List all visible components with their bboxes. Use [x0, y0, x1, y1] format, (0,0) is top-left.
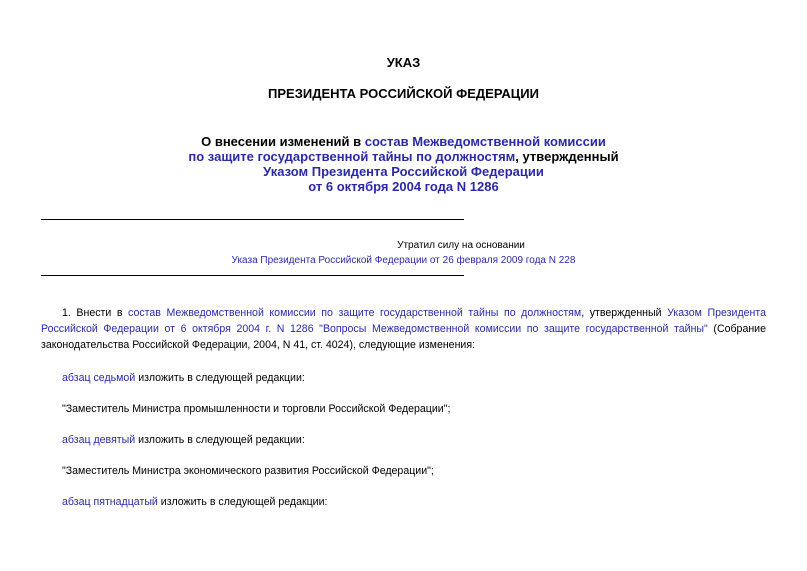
paragraph-1	[41, 305, 766, 353]
para1-link-commission[interactable]: состав Межведомственной комиссии по защите государственной тайны по должностям	[128, 307, 582, 319]
item-4-quote: "Заместитель Министра экономического развития Российской Федерации";	[62, 465, 434, 477]
para1-text-2: , утвержденный	[581, 307, 668, 319]
lapsed-decree-link[interactable]: Указа Президента Российской Федерации от 26 февраля 2009 года N 228	[231, 255, 576, 266]
heading-link-decree[interactable]: Указом Президента Российской Федерации	[263, 164, 544, 179]
document-type-title: УКАЗ	[386, 55, 421, 70]
heading-text-1: О внесении изменений в	[201, 134, 365, 149]
para1-text-3: (Собрание законодательства Российской Федерации, 2004, N 41, ст. 4024), следующие изменения:	[41, 323, 766, 351]
item-3-link[interactable]: абзац девятый	[62, 434, 136, 446]
item-2-quote: "Заместитель Министра промышленности и торговли Российской Федерации";	[62, 403, 451, 415]
heading-link-decree-date[interactable]: от 6 октября 2004 года N 1286	[308, 179, 499, 194]
issuer-title: ПРЕЗИДЕНТА РОССИЙСКОЙ ФЕДЕРАЦИИ	[268, 86, 539, 101]
heading-text-2: , утвержденный	[515, 149, 619, 164]
para1-text-1: 1. Внести в	[62, 307, 129, 319]
divider-bottom	[41, 275, 464, 276]
item-1-text: изложить в следующей редакции:	[135, 372, 305, 384]
lapsed-text: Утратил силу на основании	[397, 240, 525, 251]
para1-link-decree[interactable]: Указом Президента Российской Федерации от 6 октября 2004 г. N 1286 "Вопросы Межведомственной комиссии по защите государственной тайны"	[41, 307, 766, 335]
lapsed-notice	[0, 238, 807, 268]
document-heading	[0, 134, 807, 194]
divider-top	[41, 219, 464, 220]
item-3	[62, 434, 305, 446]
heading-link-commission[interactable]: состав Межведомственной комиссии	[364, 134, 606, 149]
heading-link-positions[interactable]: по защите государственной тайны по должностям	[188, 149, 516, 164]
item-1	[62, 372, 305, 384]
item-5-text: изложить в следующей редакции:	[157, 496, 328, 508]
item-1-link[interactable]: абзац седьмой	[62, 372, 136, 384]
item-5	[62, 496, 327, 508]
item-5-link[interactable]: абзац пятнадцатый	[62, 496, 158, 508]
item-3-text: изложить в следующей редакции:	[135, 434, 305, 446]
